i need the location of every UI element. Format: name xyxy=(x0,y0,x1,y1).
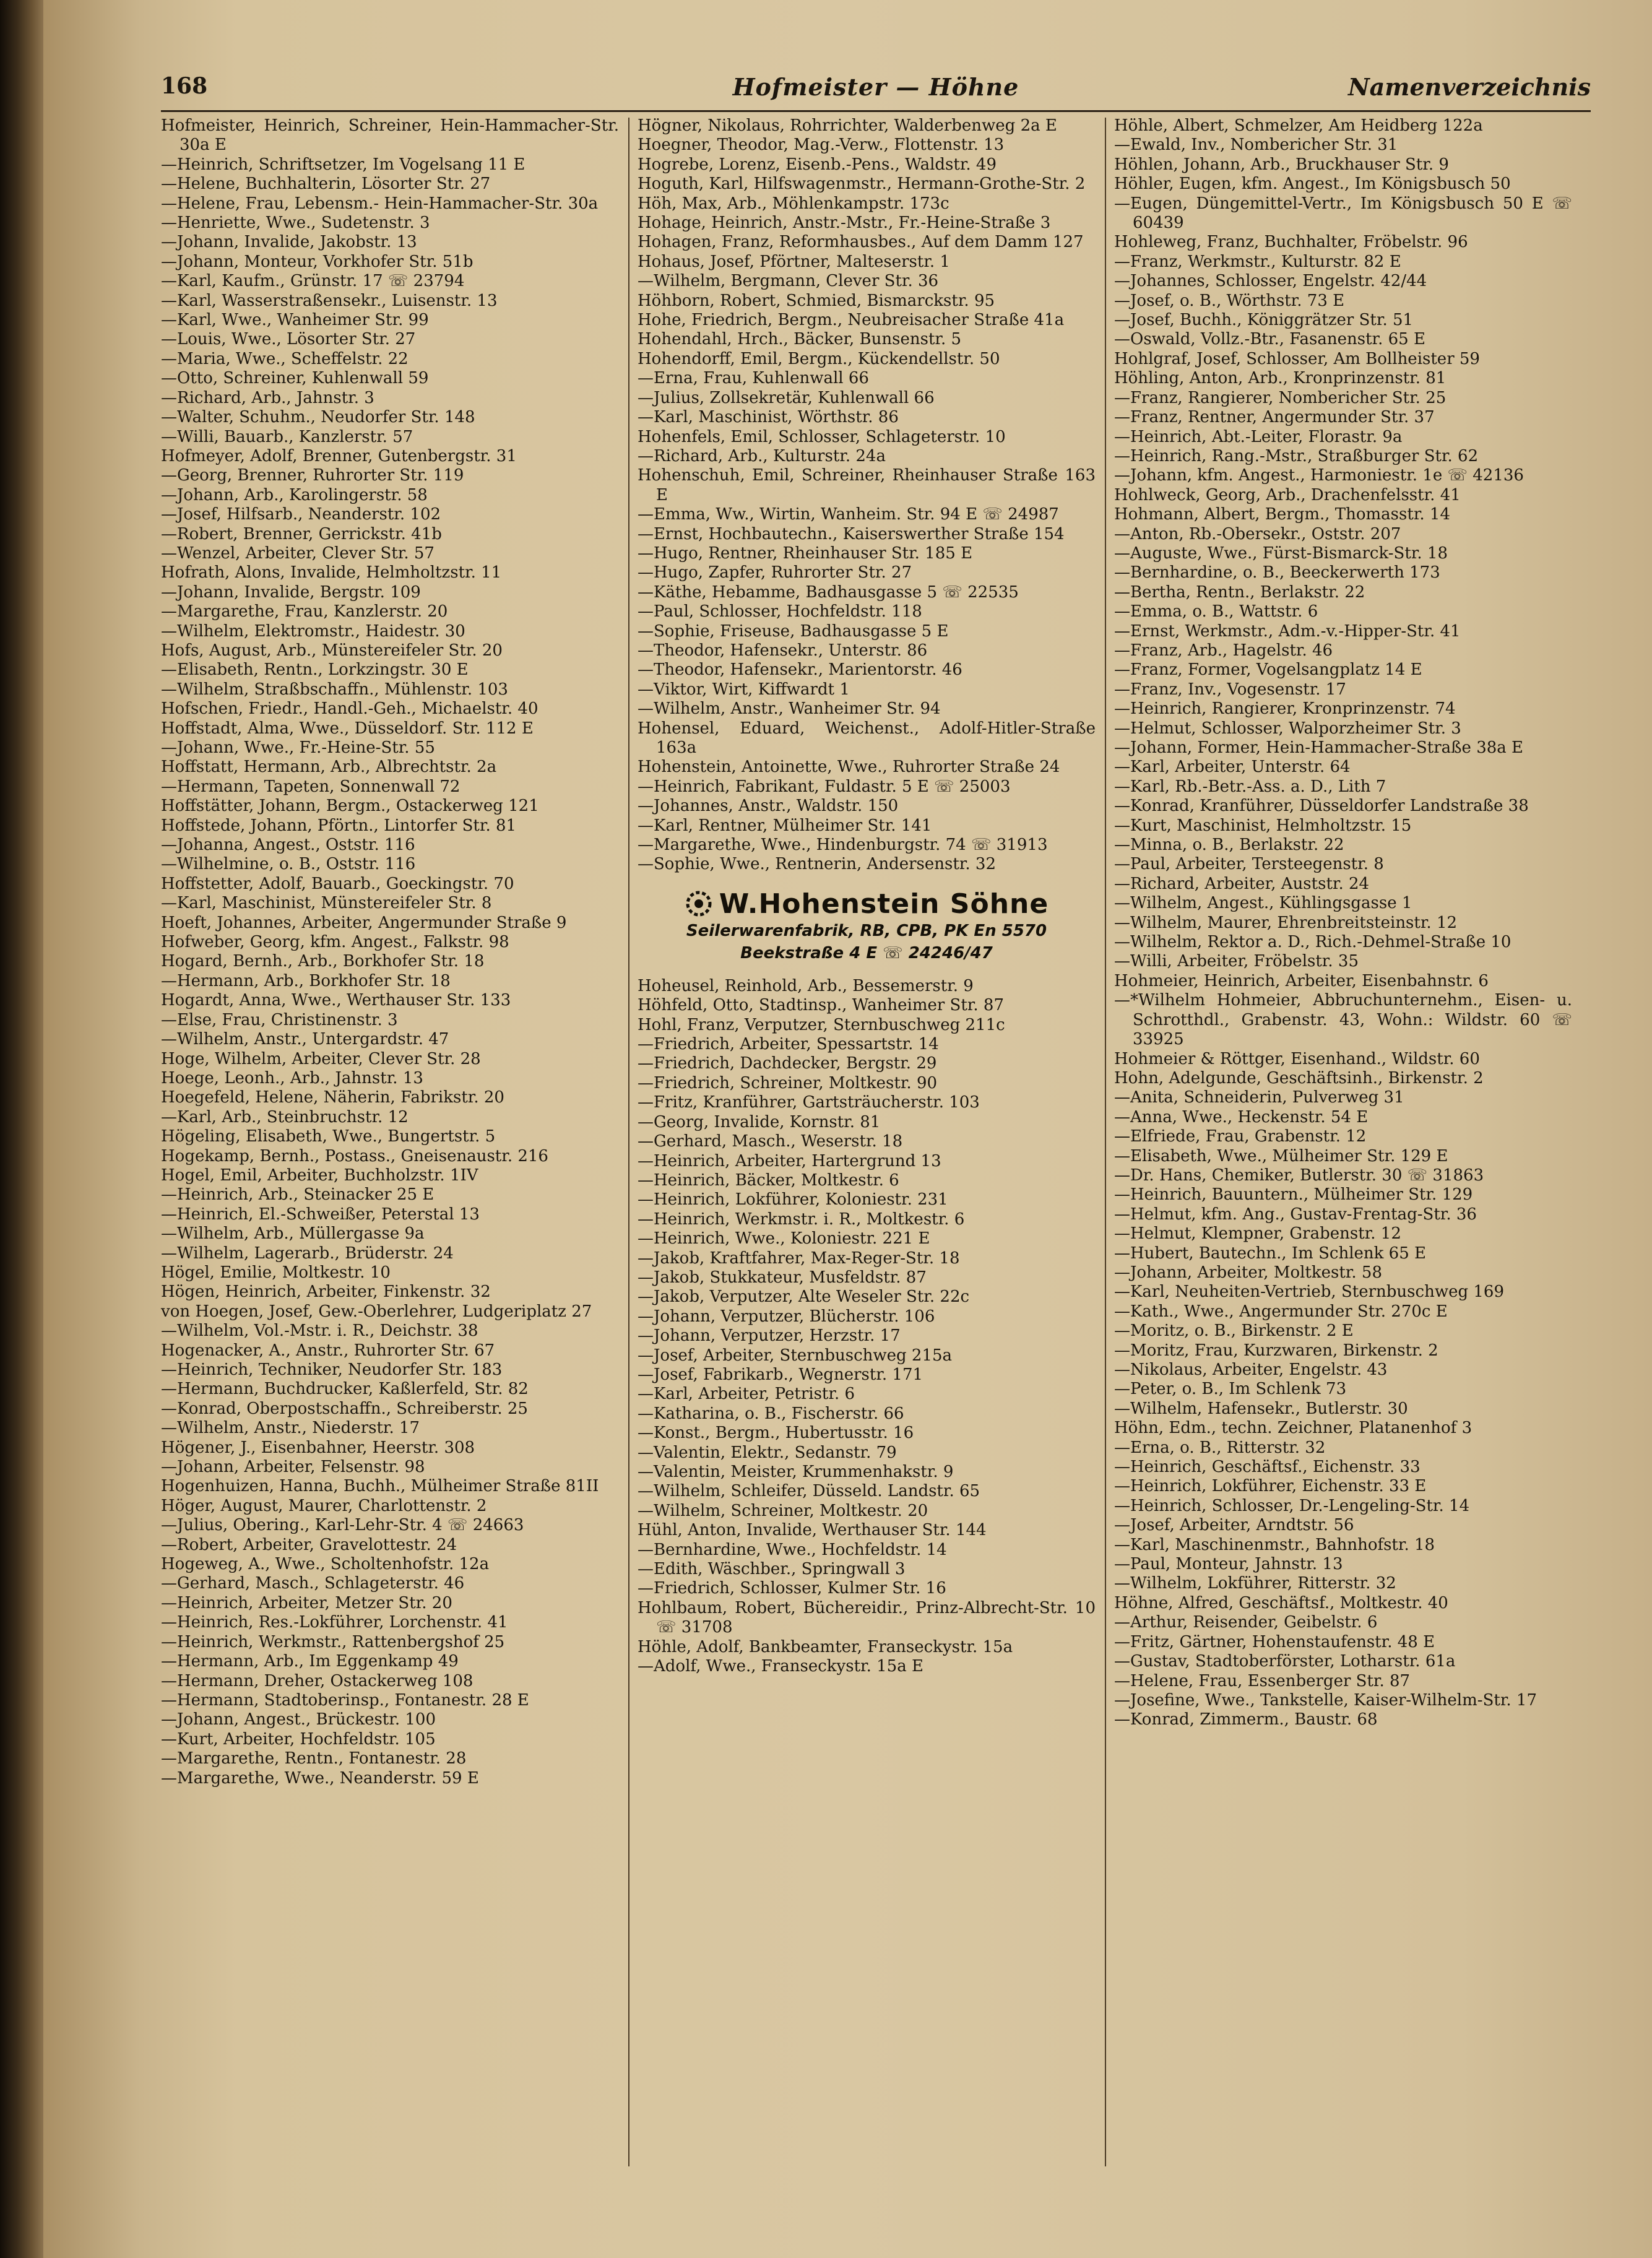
directory-entry: —Kurt, Maschinist, Helmholtzstr. 15 xyxy=(1114,816,1412,835)
page-number: 168 xyxy=(161,73,208,99)
directory-entry: —Friedrich, Schreiner, Moltkestr. 90 xyxy=(638,1073,938,1092)
directory-entry: —Heinrich, Werkmstr., Rattenbergshof 25 xyxy=(161,1632,505,1651)
directory-entry: Hogardt, Anna, Wwe., Werthauser Str. 133 xyxy=(161,991,511,1010)
directory-entry: Högen, Heinrich, Arbeiter, Finkenstr. 32 xyxy=(161,1283,491,1302)
directory-entry: —Karl, Maschinist, Wörthstr. 86 xyxy=(638,408,899,427)
directory-entry: —Johanna, Angest., Oststr. 116 xyxy=(161,836,415,855)
directory-entry: —Georg, Brenner, Ruhrorter Str. 119 xyxy=(161,466,464,485)
directory-entry: —Heinrich, Lokführer, Eichenstr. 33 E xyxy=(1114,1477,1427,1496)
directory-entry: —Johann, Arb., Karolingerstr. 58 xyxy=(161,485,428,504)
directory-entry: —Paul, Schlosser, Hochfeldstr. 118 xyxy=(638,602,922,621)
directory-entry: —Heinrich, Bäcker, Moltkestr. 6 xyxy=(638,1170,899,1190)
directory-entry: —Johann, Verputzer, Blücherstr. 106 xyxy=(638,1307,935,1326)
directory-entry: —Franz, Werkmstr., Kulturstr. 82 E xyxy=(1114,252,1401,271)
directory-entry: —Margarethe, Wwe., Hindenburgstr. 74 ☏ 31913 xyxy=(638,836,1048,855)
directory-entry: Hoegner, Theodor, Mag.-Verw., Flottenstr. 13 xyxy=(638,136,1005,155)
directory-entry: —Anna, Wwe., Heckenstr. 54 E xyxy=(1114,1107,1369,1127)
directory-entry: —Karl, Arbeiter, Petristr. 6 xyxy=(638,1385,855,1404)
directory-entry: —Theodor, Hafensekr., Unterstr. 86 xyxy=(638,641,928,660)
directory-entry: Hohl, Franz, Verputzer, Sternbuschweg 211c xyxy=(638,1015,1005,1034)
directory-entry: —Moritz, Frau, Kurzwaren, Birkenstr. 2 xyxy=(1114,1341,1438,1360)
section-title: Namenverzeichnis xyxy=(1347,73,1591,101)
directory-entry: —Karl, Rentner, Mülheimer Str. 141 xyxy=(638,816,932,835)
directory-entry: —Robert, Brenner, Gerrickstr. 41b xyxy=(161,524,442,543)
directory-entry: —Konrad, Oberpostschaffn., Schreiberstr. 25 xyxy=(161,1399,528,1418)
directory-entry: Högener, J., Eisenbahner, Heerstr. 308 xyxy=(161,1438,475,1457)
directory-entry: Hohleweg, Franz, Buchhalter, Fröbelstr. 96 xyxy=(1114,233,1468,252)
directory-entry: —Gustav, Stadtoberförster, Lotharstr. 61a xyxy=(1114,1652,1456,1671)
directory-entry: —Jakob, Verputzer, Alte Weseler Str. 22c xyxy=(638,1287,970,1307)
column-1 xyxy=(161,116,619,1788)
directory-entry: —Johann, Verputzer, Herzstr. 17 xyxy=(638,1326,901,1346)
directory-entry: Höhling, Anton, Arb., Kronprinzenstr. 81 xyxy=(1114,369,1447,388)
directory-entry: —Heinrich, Arb., Steinacker 25 E xyxy=(161,1185,435,1205)
directory-entry: —Hugo, Zapfer, Ruhrorter Str. 27 xyxy=(638,563,912,582)
directory-entry: —Erna, o. B., Ritterstr. 32 xyxy=(1114,1438,1326,1457)
column-2 xyxy=(638,116,1096,1676)
directory-entry: —Heinrich, Schriftsetzer, Im Vogelsang 11 E xyxy=(161,155,525,174)
directory-entry: —Wilhelm, Anstr., Untergardstr. 47 xyxy=(161,1030,449,1049)
directory-entry: —Katharina, o. B., Fischerstr. 66 xyxy=(638,1404,904,1423)
directory-entry: Hogel, Emil, Arbeiter, Buchholzstr. 1IV xyxy=(161,1166,478,1185)
directory-entry: —Wilhelm, Anstr., Wanheimer Str. 94 xyxy=(638,699,941,719)
directory-entry: —Elisabeth, Wwe., Mülheimer Str. 129 E xyxy=(1114,1146,1448,1166)
directory-entry: Hohe, Friedrich, Bergm., Neubreisacher Straße 41a xyxy=(638,311,1065,330)
directory-entry: —Hermann, Stadtoberinsp., Fontanestr. 28 E xyxy=(161,1690,529,1710)
directory-entry: Hohendahl, Hrch., Bäcker, Bunsenstr. 5 xyxy=(638,330,962,349)
directory-entry: Hogekamp, Bernh., Postass., Gneisenaustr. 216 xyxy=(161,1146,548,1166)
directory-entry: —Hubert, Bautechn., Im Schlenk 65 E xyxy=(1114,1244,1426,1263)
directory-entry: —Anton, Rb.-Obersekr., Oststr. 207 xyxy=(1114,524,1401,543)
directory-entry: —Louis, Wwe., Lösorter Str. 27 xyxy=(161,330,416,349)
directory-entry: Hogard, Bernh., Arb., Borkhofer Str. 18 xyxy=(161,952,485,971)
directory-entry: —Edith, Wäschber., Springwall 3 xyxy=(638,1560,906,1579)
directory-entry: —Wilhelm, Schreiner, Moltkestr. 20 xyxy=(638,1501,928,1520)
directory-entry: —Friedrich, Arbeiter, Spessartstr. 14 xyxy=(638,1035,939,1054)
directory-entry: Höhlen, Johann, Arb., Bruckhauser Str. 9 xyxy=(1114,155,1449,174)
directory-entry: —Franz, Former, Vogelsangplatz 14 E xyxy=(1114,660,1422,680)
directory-entry: Hofmeyer, Adolf, Brenner, Gutenbergstr. 31 xyxy=(161,446,517,465)
directory-entry: —Gerhard, Masch., Schlageterstr. 46 xyxy=(161,1574,465,1593)
directory-entry: —Helmut, Schlosser, Walporzheimer Str. 3 xyxy=(1114,719,1461,738)
page-header xyxy=(161,73,1591,112)
directory-entry: —Julius, Obering., Karl-Lehr-Str. 4 ☏ 24663 xyxy=(161,1516,524,1535)
directory-entry: Höhborn, Robert, Schmied, Bismarckstr. 95 xyxy=(638,291,995,310)
directory-entry: —Margarethe, Rentn., Fontanestr. 28 xyxy=(161,1749,467,1768)
directory-entry: —Anita, Schneiderin, Pulverweg 31 xyxy=(1114,1088,1404,1107)
directory-entry: —Heinrich, El.-Schweißer, Peterstal 13 xyxy=(161,1205,480,1224)
directory-entry: —Richard, Arb., Kulturstr. 24a xyxy=(638,446,886,465)
directory-entry: —Johann, Arbeiter, Moltkestr. 58 xyxy=(1114,1263,1382,1282)
directory-entry: Hohlgraf, Josef, Schlosser, Am Bollheister 59 xyxy=(1114,349,1480,368)
directory-entry: —Josef, Hilfsarb., Neanderstr. 102 xyxy=(161,505,441,524)
directory-entry: —Karl, Neuheiten-Vertrieb, Sternbuschweg 169 xyxy=(1114,1283,1504,1302)
directory-entry: —Wilhelm, Lokführer, Ritterstr. 32 xyxy=(1114,1574,1396,1593)
directory-entry: —Wilhelm, Rektor a. D., Rich.-Dehmel-Straße 10 xyxy=(1114,933,1511,952)
directory-entry: Hoege, Leonh., Arb., Jahnstr. 13 xyxy=(161,1068,423,1088)
directory-entry: —Johann, Invalide, Bergstr. 109 xyxy=(161,582,421,602)
directory-entry: —Valentin, Meister, Krummenhakstr. 9 xyxy=(638,1463,954,1481)
directory-entry: —Josef, o. B., Wörthstr. 73 E xyxy=(1114,291,1345,310)
directory-entry: —Heinrich, Werkmstr. i. R., Moltkestr. 6 xyxy=(638,1209,965,1229)
directory-entry: Hogenhuizen, Hanna, Buchh., Mülheimer Straße 81II xyxy=(161,1477,599,1496)
directory-entry: —Karl, Wasserstraßensekr., Luisenstr. 13 xyxy=(161,291,498,310)
directory-entry: —Josefine, Wwe., Tankstelle, Kaiser-Wilhelm-Str. 17 xyxy=(1114,1690,1537,1710)
directory-entry: Höhle, Adolf, Bankbeamter, Franseckystr. 15a xyxy=(638,1637,1013,1656)
directory-entry: —Friedrich, Schlosser, Kulmer Str. 16 xyxy=(638,1579,946,1598)
directory-entry: —Heinrich, Wwe., Koloniestr. 221 E xyxy=(638,1229,930,1248)
hohenstein-advertisement xyxy=(638,888,1096,964)
directory-entry: —Oswald, Vollz.-Btr., Fasanenstr. 65 E xyxy=(1114,330,1425,349)
directory-entry: —Jakob, Kraftfahrer, Max-Reger-Str. 18 xyxy=(638,1248,960,1268)
directory-entry: Höhne, Alfred, Geschäftsf., Moltkestr. 40 xyxy=(1114,1593,1448,1612)
directory-entry: —Karl, Rb.-Betr.-Ass. a. D., Lith 7 xyxy=(1114,777,1386,796)
directory-entry: —Heinrich, Arbeiter, Metzer Str. 20 xyxy=(161,1593,452,1612)
directory-entry: Hogenacker, A., Anstr., Ruhrorter Str. 67 xyxy=(161,1341,495,1360)
directory-entry: —Wilhelm, Elektromstr., Haidestr. 30 xyxy=(161,621,465,641)
column-rule xyxy=(1105,118,1106,2166)
directory-entry: Hoegefeld, Helene, Näherin, Fabrikstr. 20 xyxy=(161,1088,504,1107)
directory-entry: —Karl, Maschinist, Münstereifeler Str. 8 xyxy=(161,894,492,913)
directory-entry: —Elisabeth, Rentn., Lorkzingstr. 30 E xyxy=(161,660,469,680)
directory-entry: —Hugo, Rentner, Rheinhauser Str. 185 E xyxy=(638,543,973,563)
directory-entry: —Johannes, Schlosser, Engelstr. 42/44 xyxy=(1114,272,1427,291)
directory-entry: —Wilhelm, Straßbschaffn., Mühlenstr. 103 xyxy=(161,680,508,699)
directory-entry: —Wilhelm, Arb., Müllergasse 9a xyxy=(161,1224,425,1244)
directory-entry: Hohagen, Franz, Reformhausbes., Auf dem Damm 127 xyxy=(638,233,1084,252)
directory-entry: Hohlbaum, Robert, Büchereidir., Prinz-Albrecht-Str. 10 ☏ 31708 xyxy=(638,1598,1096,1637)
directory-entry: —Paul, Monteur, Jahnstr. 13 xyxy=(1114,1555,1343,1574)
directory-entry: —Wilhelm, Lagerarb., Brüderstr. 24 xyxy=(161,1244,454,1263)
directory-entry: —Moritz, o. B., Birkenstr. 2 E xyxy=(1114,1321,1354,1341)
directory-entry: —Wilhelm, Angest., Kühlingsgasse 1 xyxy=(1114,894,1412,913)
directory-entry: —Ernst, Werkmstr., Adm.-v.-Hipper-Str. 41 xyxy=(1114,621,1461,641)
directory-entry: Höger, August, Maurer, Charlottenstr. 2 xyxy=(161,1496,487,1515)
directory-entry: Hoheusel, Reinhold, Arb., Bessemerstr. 9 xyxy=(638,976,974,995)
directory-entry: —Hermann, Dreher, Ostackerweg 108 xyxy=(161,1671,474,1690)
directory-entry: —Helene, Frau, Lebensm.- Hein-Hammacher-Str. 30a xyxy=(161,194,599,213)
directory-entry: Hohenschuh, Emil, Schreiner, Rheinhauser Straße 163 E xyxy=(638,466,1096,504)
directory-entry: —Bernhardine, o. B., Beeckerwerth 173 xyxy=(1114,563,1440,582)
directory-entry: Hühl, Anton, Invalide, Werthauser Str. 144 xyxy=(638,1521,987,1540)
ad-company-name: W.Hohenstein Söhne xyxy=(719,888,1049,920)
directory-entry: —Heinrich, Rangierer, Kronprinzenstr. 74 xyxy=(1114,699,1456,719)
directory-entry: —Kurt, Arbeiter, Hochfeldstr. 105 xyxy=(161,1729,436,1749)
directory-entry: —Otto, Schreiner, Kuhlenwall 59 xyxy=(161,369,429,388)
directory-entry: —Wilhelm, Vol.-Mstr. i. R., Deichstr. 38 xyxy=(161,1321,478,1341)
directory-entry: —Adolf, Wwe., Franseckystr. 15a E xyxy=(638,1657,923,1676)
directory-entry: —Jakob, Stukkateur, Musfeldstr. 87 xyxy=(638,1268,927,1287)
directory-entry: —Dr. Hans, Chemiker, Butlerstr. 30 ☏ 31863 xyxy=(1114,1166,1484,1185)
directory-entry: Hofmeister, Heinrich, Schreiner, Hein-Hammacher-Str. 30a E xyxy=(161,116,619,155)
directory-entry: Hohensel, Eduard, Weichenst., Adolf-Hitler-Straße 163a xyxy=(638,719,1096,757)
directory-entry: —Margarethe, Frau, Kanzlerstr. 20 xyxy=(161,602,448,621)
directory-entry: —Franz, Rangierer, Nombericher Str. 25 xyxy=(1114,388,1447,407)
directory-entry: —Josef, Buchh., Königgrätzer Str. 51 xyxy=(1114,311,1414,330)
directory-entry: Hofschen, Friedr., Handl.-Geh., Michaelstr. 40 xyxy=(161,699,538,719)
directory-entry: —Heinrich, Schlosser, Dr.-Lengeling-Str. 14 xyxy=(1114,1496,1470,1515)
directory-entry: Hofweber, Georg, kfm. Angest., Falkstr. 98 xyxy=(161,933,509,952)
directory-entry: —Hermann, Arb., Borkhofer Str. 18 xyxy=(161,971,451,990)
directory-entry: —Richard, Arbeiter, Auststr. 24 xyxy=(1114,874,1370,893)
directory-entry: —Helmut, Klempner, Grabenstr. 12 xyxy=(1114,1224,1401,1244)
directory-entry: —Fritz, Gärtner, Hohenstaufenstr. 48 E xyxy=(1114,1632,1435,1651)
directory-entry: —Heinrich, Abt.-Leiter, Florastr. 9a xyxy=(1114,427,1403,446)
directory-entry: —Peter, o. B., Im Schlenk 73 xyxy=(1114,1380,1347,1399)
column-2-entries-after xyxy=(638,977,1096,1677)
directory-entry: —Johann, Former, Hein-Hammacher-Straße 38a E xyxy=(1114,738,1524,757)
directory-entry: —Wilhelmine, o. B., Oststr. 116 xyxy=(161,855,416,874)
directory-entry: —Erna, Frau, Kuhlenwall 66 xyxy=(638,369,869,388)
book-spine-shadow xyxy=(0,0,43,2258)
directory-entry: —Johann, Monteur, Vorkhofer Str. 51b xyxy=(161,252,474,271)
directory-entry: —Helene, Frau, Essenberger Str. 87 xyxy=(1114,1671,1411,1690)
directory-entry: Hohage, Heinrich, Anstr.-Mstr., Fr.-Heine-Straße 3 xyxy=(638,214,1051,233)
directory-entry: —*Wilhelm Hohmeier, Abbruchunternehm., Eisen- u. Schrotthdl., Grabenstr. 43, Wohn.: Wildstr. 60 ☏ 33925 xyxy=(1114,991,1572,1049)
directory-entry: —Hermann, Tapeten, Sonnenwall 72 xyxy=(161,777,461,796)
directory-entry: —Wilhelm, Schleifer, Düsseld. Landstr. 65 xyxy=(638,1482,980,1501)
directory-entry: —Karl, Kaufm., Grünstr. 17 ☏ 23794 xyxy=(161,272,465,291)
directory-entry: Höhn, Edm., techn. Zeichner, Platanenhof 3 xyxy=(1114,1419,1473,1438)
directory-entry: —Georg, Invalide, Kornstr. 81 xyxy=(638,1112,881,1131)
column-2-entries xyxy=(638,116,1096,875)
directory-entry: —Walter, Schuhm., Neudorfer Str. 148 xyxy=(161,408,475,427)
directory-entry: —Karl, Arb., Steinbruchstr. 12 xyxy=(161,1107,409,1127)
directory-entry: Hofrath, Alons, Invalide, Helmholtzstr. 11 xyxy=(161,563,502,582)
directory-entry: —Fritz, Kranführer, Gartsträucherstr. 103 xyxy=(638,1093,980,1112)
directory-entry: Hoffstede, Johann, Pförtn., Lintorfer Str. 81 xyxy=(161,816,517,835)
directory-entry: Hohmann, Albert, Bergm., Thomasstr. 14 xyxy=(1114,505,1451,524)
directory-entry: —Konst., Bergm., Hubertusstr. 16 xyxy=(638,1424,914,1443)
column-3 xyxy=(1114,116,1572,1730)
directory-entry: —Käthe, Hebamme, Badhausgasse 5 ☏ 22535 xyxy=(638,582,1019,602)
directory-entry: —Karl, Arbeiter, Unterstr. 64 xyxy=(1114,758,1351,777)
directory-entry: —Karl, Wwe., Wanheimer Str. 99 xyxy=(161,311,429,330)
directory-entry: Hoguth, Karl, Hilfswagenmstr., Hermann-Grothe-Str. 2 xyxy=(638,175,1086,194)
directory-entry: Hogeweg, A., Wwe., Scholtenhofstr. 12a xyxy=(161,1555,490,1574)
directory-entry: —Heinrich, Lokführer, Koloniestr. 231 xyxy=(638,1190,948,1209)
directory-entry: —Josef, Fabrikarb., Wegnerstr. 171 xyxy=(638,1365,923,1384)
directory-entry: —Hermann, Buchdrucker, Kaßlerfeld, Str. 82 xyxy=(161,1380,529,1399)
directory-entry: Höh, Max, Arb., Möhlenkampstr. 173c xyxy=(638,194,949,213)
directory-entry: —Willi, Arbeiter, Fröbelstr. 35 xyxy=(1114,952,1359,971)
directory-entry: Högel, Emilie, Moltkestr. 10 xyxy=(161,1263,391,1282)
directory-entry: —Kath., Wwe., Angermunder Str. 270c E xyxy=(1114,1302,1448,1321)
directory-entry: —Maria, Wwe., Scheffelstr. 22 xyxy=(161,349,409,368)
directory-entry: —Franz, Arb., Hagelstr. 46 xyxy=(1114,641,1333,660)
directory-entry: —Johann, Arbeiter, Felsenstr. 98 xyxy=(161,1458,425,1477)
directory-entry: Hohenstein, Antoinette, Wwe., Ruhrorter Straße 24 xyxy=(638,758,1060,777)
directory-entry: —Helmut, kfm. Ang., Gustav-Frentag-Str. 36 xyxy=(1114,1205,1477,1224)
directory-entry: Hogrebe, Lorenz, Eisenb.-Pens., Waldstr. 49 xyxy=(638,155,997,174)
directory-entry: —Bertha, Rentn., Berlakstr. 22 xyxy=(1114,582,1365,602)
directory-entry: —Richard, Arb., Jahnstr. 3 xyxy=(161,388,374,407)
directory-entry: —Hermann, Arb., Im Eggenkamp 49 xyxy=(161,1652,459,1671)
directory-entry: Höhfeld, Otto, Stadtinsp., Wanheimer Str. 87 xyxy=(638,996,1004,1015)
directory-entry: von Hoegen, Josef, Gew.-Oberlehrer, Ludgeriplatz 27 xyxy=(161,1302,592,1321)
directory-entry: —Wilhelm, Bergmann, Clever Str. 36 xyxy=(638,272,939,291)
directory-entry: —Johann, Wwe., Fr.-Heine-Str. 55 xyxy=(161,738,435,757)
directory-entry: —Johann, Invalide, Jakobstr. 13 xyxy=(161,233,417,252)
directory-entry: Hohmeier & Röttger, Eisenhand., Wildstr. 60 xyxy=(1114,1049,1480,1068)
directory-entry: —Heinrich, Geschäftsf., Eichenstr. 33 xyxy=(1114,1458,1421,1477)
ad-business-line: Seilerwarenfabrik, RB, CPB, PK En 5570 xyxy=(686,921,1047,940)
directory-entry: —Heinrich, Fabrikant, Fuldastr. 5 E ☏ 25003 xyxy=(638,777,1011,796)
directory-entry: —Henriette, Wwe., Sudetenstr. 3 xyxy=(161,214,430,233)
directory-entry: —Johann, Angest., Brückestr. 100 xyxy=(161,1710,436,1729)
directory-entry: —Gerhard, Masch., Weserstr. 18 xyxy=(638,1132,903,1151)
directory-entry: —Helene, Buchhalterin, Lösorter Str. 27 xyxy=(161,175,491,194)
directory-entry: —Julius, Zollsekretär, Kuhlenwall 66 xyxy=(638,388,935,407)
directory-entry: Hohmeier, Heinrich, Arbeiter, Eisenbahnstr. 6 xyxy=(1114,971,1489,990)
directory-entry: —Josef, Arbeiter, Sternbuschweg 215a xyxy=(638,1346,953,1365)
directory-entry: —Sophie, Friseuse, Badhausgasse 5 E xyxy=(638,621,949,641)
directory-entry: —Karl, Maschinenmstr., Bahnhofstr. 18 xyxy=(1114,1535,1435,1554)
directory-entry: —Auguste, Wwe., Fürst-Bismarck-Str. 18 xyxy=(1114,543,1448,563)
directory-entry: —Valentin, Elektr., Sedanstr. 79 xyxy=(638,1443,897,1462)
directory-entry: —Emma, o. B., Wattstr. 6 xyxy=(1114,602,1318,621)
directory-entry: —Arthur, Reisender, Geibelstr. 6 xyxy=(1114,1613,1378,1632)
directory-entry: —Eugen, Düngemittel-Vertr., Im Königsbusch 50 E ☏ 60439 xyxy=(1114,194,1572,233)
directory-entry: —Nikolaus, Arbeiter, Engelstr. 43 xyxy=(1114,1360,1388,1379)
directory-entry: —Wilhelm, Maurer, Ehrenbreitsteinstr. 12 xyxy=(1114,913,1458,932)
directory-entry: —Robert, Arbeiter, Gravelottestr. 24 xyxy=(161,1535,457,1554)
directory-entry: —Friedrich, Dachdecker, Bergstr. 29 xyxy=(638,1054,937,1073)
directory-entry: —Margarethe, Wwe., Neanderstr. 59 E xyxy=(161,1768,479,1788)
ad-address-line: Beekstraße 4 E ☏ 24246/47 xyxy=(740,943,993,962)
directory-entry: Hoffstadt, Alma, Wwe., Düsseldorf. Str. 112 E xyxy=(161,719,534,738)
directory-entry: —Konrad, Kranführer, Düsseldorfer Landstraße 38 xyxy=(1114,797,1529,816)
directory-entry: —Johann, kfm. Angest., Harmoniestr. 1e ☏ 42136 xyxy=(1114,466,1524,485)
column-rule xyxy=(628,118,629,2166)
directory-entry: —Elfriede, Frau, Grabenstr. 12 xyxy=(1114,1127,1367,1146)
directory-entry: Högeling, Elisabeth, Wwe., Bungertstr. 5 xyxy=(161,1127,496,1146)
directory-entry: Hohaus, Josef, Pförtner, Malteserstr. 1 xyxy=(638,252,950,271)
directory-entry: Hohenfels, Emil, Schlosser, Schlageterstr. 10 xyxy=(638,427,1006,446)
directory-page xyxy=(43,0,1652,2258)
rope-logo-icon xyxy=(685,889,713,918)
directory-entry: —Ewald, Inv., Nombericher Str. 31 xyxy=(1114,136,1398,155)
directory-entry: Hohlweck, Georg, Arb., Drachenfelsstr. 41 xyxy=(1114,485,1461,504)
directory-entry: Hohendorff, Emil, Bergm., Kückendellstr. 50 xyxy=(638,349,1000,368)
directory-entry: —Heinrich, Res.-Lokführer, Lorchenstr. 41 xyxy=(161,1613,508,1632)
directory-entry: —Bernhardine, Wwe., Hochfeldstr. 14 xyxy=(638,1540,947,1559)
directory-entry: Hoeft, Johannes, Arbeiter, Angermunder Straße 9 xyxy=(161,913,567,932)
directory-entry: —Johannes, Anstr., Waldstr. 150 xyxy=(638,797,899,816)
directory-entry: —Minna, o. B., Berlakstr. 22 xyxy=(1114,836,1344,855)
directory-entry: Hoffstatt, Hermann, Arb., Albrechtstr. 2a xyxy=(161,758,497,777)
running-title: Hofmeister — Höhne xyxy=(732,73,1019,101)
directory-entry: —Heinrich, Techniker, Neudorfer Str. 183 xyxy=(161,1360,503,1379)
directory-entry: —Theodor, Hafensekr., Marientorstr. 46 xyxy=(638,660,962,680)
directory-entry: —Ernst, Hochbautechn., Kaiserswerther Straße 154 xyxy=(638,524,1065,543)
directory-entry: —Emma, Ww., Wirtin, Wanheim. Str. 94 E ☏ 24987 xyxy=(638,505,1059,524)
directory-entry: Hohn, Adelgunde, Geschäftsinh., Birkenstr. 2 xyxy=(1114,1068,1484,1088)
directory-entry: Höhle, Albert, Schmelzer, Am Heidberg 122a xyxy=(1114,116,1483,135)
directory-entry: Höhler, Eugen, kfm. Angest., Im Königsbusch 50 xyxy=(1114,175,1511,194)
directory-entry: —Viktor, Wirt, Kiffwardt 1 xyxy=(638,680,850,699)
directory-entry: —Konrad, Zimmerm., Baustr. 68 xyxy=(1114,1710,1378,1729)
directory-entry: —Wilhelm, Anstr., Niederstr. 17 xyxy=(161,1419,420,1438)
directory-entry: —Wilhelm, Hafensekr., Butlerstr. 30 xyxy=(1114,1399,1408,1418)
directory-entry: —Heinrich, Arbeiter, Hartergrund 13 xyxy=(638,1151,941,1170)
directory-entry: —Wenzel, Arbeiter, Clever Str. 57 xyxy=(161,543,435,563)
directory-entry: Hoge, Wilhelm, Arbeiter, Clever Str. 28 xyxy=(161,1049,481,1068)
directory-entry: —Franz, Rentner, Angermunder Str. 37 xyxy=(1114,408,1435,427)
directory-entry: Hoffstetter, Adolf, Bauarb., Goeckingstr. 70 xyxy=(161,874,514,893)
directory-entry: —Heinrich, Rang.-Mstr., Straßburger Str. 62 xyxy=(1114,446,1479,465)
directory-entry: —Paul, Arbeiter, Tersteegenstr. 8 xyxy=(1114,855,1384,874)
directory-entry: —Willi, Bauarb., Kanzlerstr. 57 xyxy=(161,427,413,446)
directory-entry: Hoffstätter, Johann, Bergm., Ostackerweg 121 xyxy=(161,797,539,816)
directory-entry: —Franz, Inv., Vogesenstr. 17 xyxy=(1114,680,1346,699)
directory-entry: —Sophie, Wwe., Rentnerin, Andersenstr. 32 xyxy=(638,855,996,874)
directory-entry: —Else, Frau, Christinenstr. 3 xyxy=(161,1010,398,1029)
directory-entry: Högner, Nikolaus, Rohrrichter, Walderbenweg 2a E xyxy=(638,116,1057,135)
directory-entry: —Heinrich, Bauuntern., Mülheimer Str. 129 xyxy=(1114,1185,1473,1205)
directory-entry: —Josef, Arbeiter, Arndtstr. 56 xyxy=(1114,1516,1354,1535)
directory-entry: Hofs, August, Arb., Münstereifeler Str. 20 xyxy=(161,641,503,660)
